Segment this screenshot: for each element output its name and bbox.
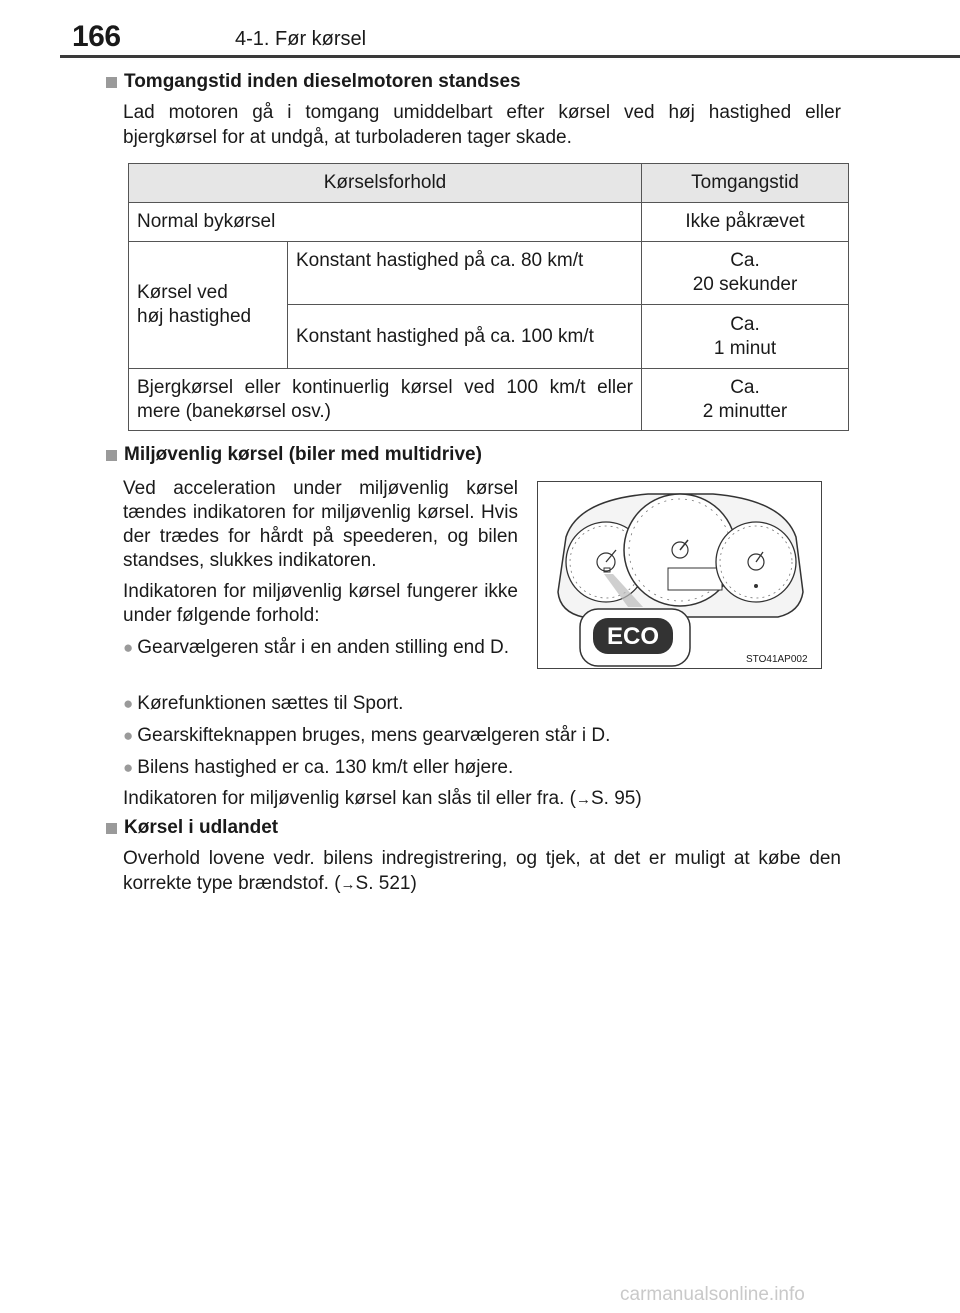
table-cell: Ikke påkrævet (642, 203, 849, 242)
section-heading-idle-time (106, 71, 521, 93)
bullet-dot-icon: ● (123, 694, 134, 713)
list-item-text: Bilens hastighed er ca. 130 km/t eller højere. (137, 757, 514, 778)
table-cell: Konstant hastighed på ca. 80 km/t (288, 242, 642, 305)
eco-paragraph-1: Ved acceleration under miljøvenlig kørsel tændes indikatoren for miljøvenlig kørsel. Hvis der trædes for hårdt på speederen, og bilen standses, slukkes indikatoren. (123, 478, 518, 571)
table-cell (642, 305, 849, 369)
table-header-cell: Kørselsforhold (129, 164, 642, 203)
table-cell-line: 1 minut (713, 337, 777, 359)
table-header-row (129, 164, 849, 203)
table-header-cell: Tomgangstid (642, 164, 849, 203)
section-heading-eco-driving (106, 444, 482, 466)
square-bullet-icon (106, 450, 117, 461)
table-cell-line: Ca. (730, 313, 760, 335)
section-body: Lad motoren gå i tomgang umiddelbart efter kørsel ved høj hastighed eller bjergkørsel for at undgå, at turboladeren tager skade. (123, 102, 841, 148)
table-row (129, 242, 849, 305)
list-item (123, 756, 513, 780)
eco-paragraph-2: Indikatoren for miljøvenlig kørsel fungerer ikke under følgende forhold: (123, 581, 518, 626)
body-text: Overhold lovene vedr. bilens indregistrering, og tjek, at det er muligt at købe den korrekte type brændstof. ( (123, 848, 841, 894)
table-row (129, 203, 849, 242)
arrow-right-icon: → (575, 791, 591, 808)
page-number: 166 (72, 20, 121, 53)
bullet-dot-icon: ● (123, 638, 134, 657)
idle-time-table (128, 163, 849, 431)
table-cell (642, 242, 849, 305)
table-cell-line: Kørsel ved (137, 282, 228, 303)
table-cell-line: Ca. (730, 376, 760, 398)
list-item (123, 692, 403, 716)
list-item-text: Kørefunktionen sættes til Sport. (137, 693, 404, 714)
table-cell: Konstant hastighed på ca. 100 km/t (288, 305, 642, 369)
table-cell-line: 2 minutter (702, 400, 788, 422)
instrument-cluster-figure (537, 481, 822, 669)
list-item (123, 636, 519, 660)
table-cell: Normal bykørsel (129, 203, 642, 242)
section-heading-text: Tomgangstid inden dieselmotoren standses (124, 71, 521, 92)
table-cell-line: 20 sekunder (692, 274, 798, 295)
section-body (123, 846, 841, 897)
note-text: Indikatoren for miljøvenlig kørsel kan slås til eller fra. ( (123, 788, 576, 809)
section-heading-text: Miljøvenlig kørsel (biler med multidrive) (124, 444, 482, 465)
square-bullet-icon (106, 823, 117, 834)
header-rule (60, 55, 960, 58)
page-header (60, 18, 960, 58)
page-reference-link[interactable]: S. 521) (355, 873, 417, 894)
table-cell-line: Ca. (730, 250, 760, 271)
list-item-text: Gearvælgeren står i en anden stilling end D. (137, 637, 510, 658)
bullet-dot-icon: ● (123, 726, 134, 745)
page-reference-link[interactable]: S. 95) (590, 788, 642, 809)
table-cell (642, 369, 849, 431)
table-cell-group (129, 242, 288, 369)
square-bullet-icon (106, 77, 117, 88)
figure-code: STO41AP002 (746, 654, 808, 665)
watermark: carmanualsonline.info (620, 1284, 805, 1305)
list-item (123, 724, 610, 748)
chapter-title: 4-1. Før kørsel (235, 28, 367, 50)
table-cell-line: høj hastighed (137, 306, 252, 327)
table-cell: Bjergkørsel eller kontinuerlig kørsel ved 100 km/t eller mere (banekørsel osv.) (129, 369, 642, 431)
eco-note (123, 787, 642, 812)
arrow-right-icon: → (340, 876, 356, 893)
eco-indicator-label: ECO (606, 623, 660, 650)
instrument-cluster-illustration (538, 482, 821, 668)
section-heading-driving-abroad (106, 817, 278, 839)
section-heading-text: Kørsel i udlandet (124, 817, 279, 838)
bullet-dot-icon: ● (123, 758, 134, 777)
list-item-text: Gearskifteknappen bruges, mens gearvælgeren står i D. (137, 725, 611, 746)
table-row (129, 369, 849, 431)
